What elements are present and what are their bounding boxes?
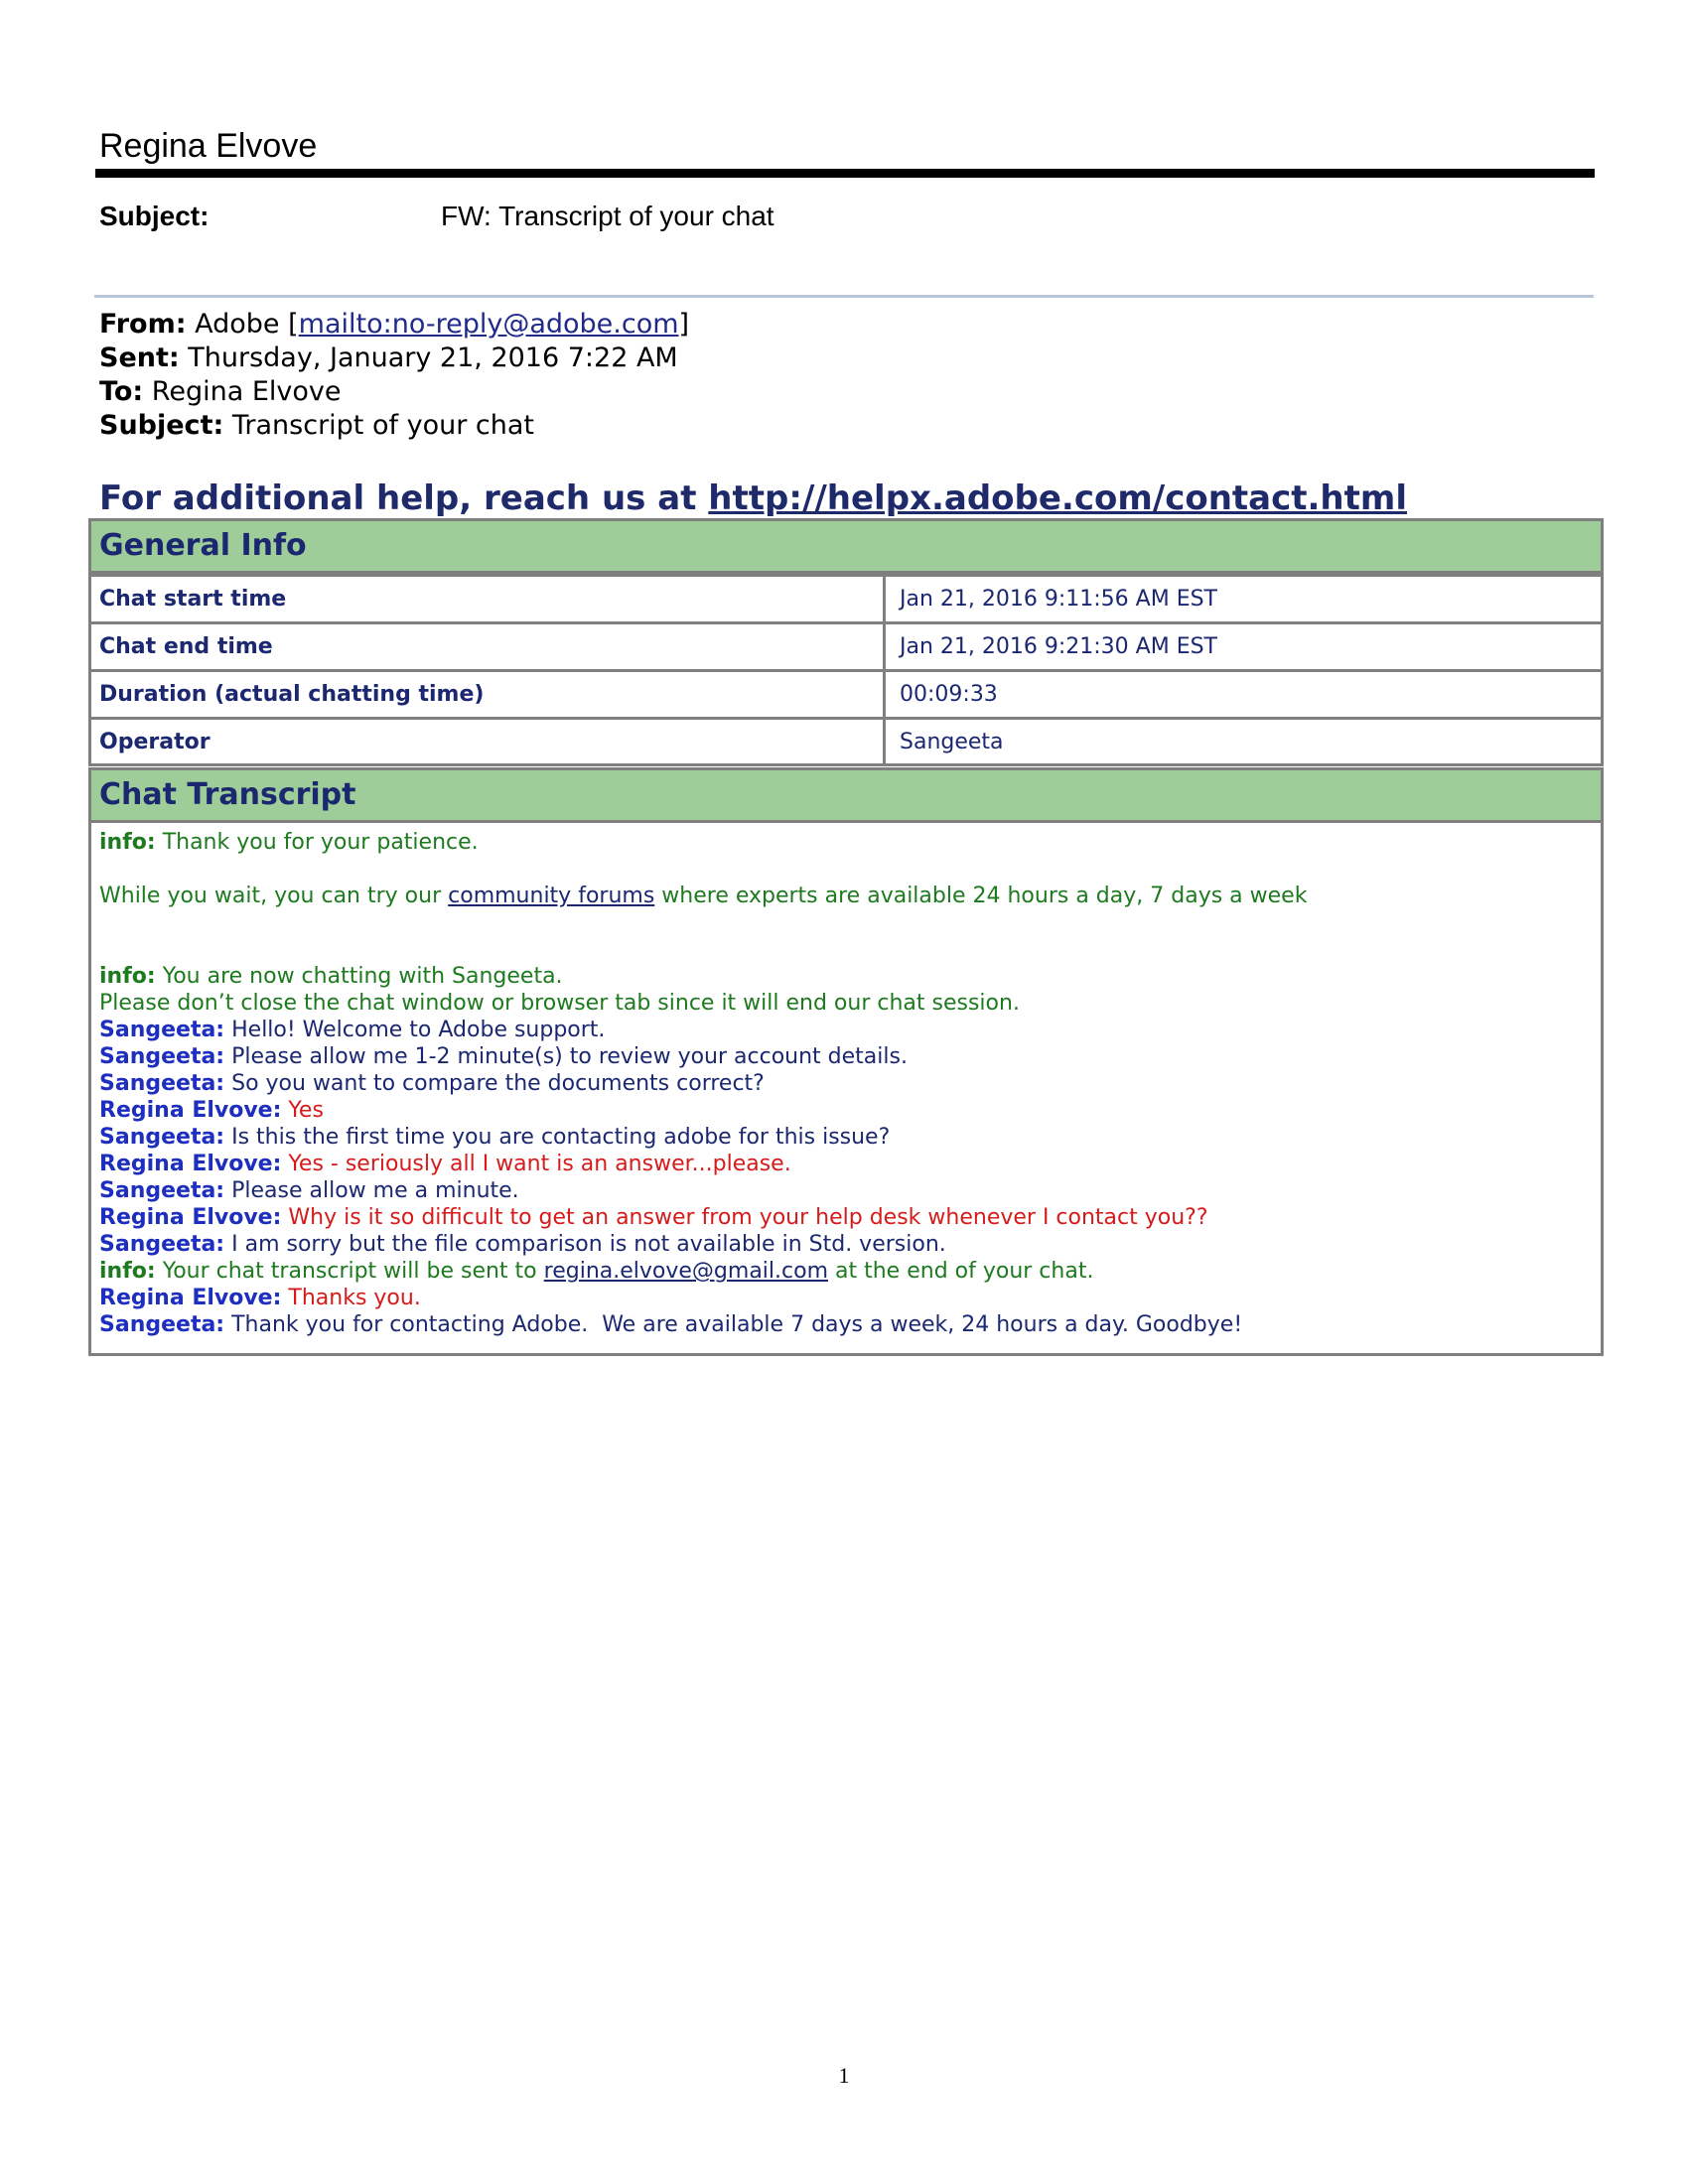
sent-label: Sent: <box>99 342 180 373</box>
chat-message <box>99 1204 1593 1231</box>
from-bracket-open: [ <box>288 309 299 340</box>
chat-message <box>99 1043 1593 1070</box>
info-row-value: Sangeeta <box>900 730 1004 754</box>
chat-message <box>99 1311 1593 1338</box>
chat-message <box>99 1231 1593 1258</box>
chat-message <box>99 990 1593 1017</box>
chat-text: Please allow me a minute. <box>231 1178 519 1203</box>
chat-speaker: Sangeeta: <box>99 1125 225 1150</box>
chat-text: You are now chatting with Sangeeta. <box>162 964 563 989</box>
info-row <box>91 669 1601 717</box>
chat-speaker: info: <box>99 964 156 989</box>
chat-message <box>99 883 1593 909</box>
chat-speaker: Sangeeta: <box>99 1018 225 1042</box>
chat-speaker: Regina Elvove: <box>99 1205 282 1230</box>
chat-message <box>99 1285 1593 1311</box>
sent-line <box>99 341 689 375</box>
chat-message <box>99 1177 1593 1204</box>
to-label: To: <box>99 376 144 407</box>
chat-message <box>99 829 1593 856</box>
info-row-label: Chat start time <box>91 577 886 621</box>
chat-text: While you wait, you can try our <box>99 884 442 908</box>
message-divider <box>94 295 1594 298</box>
chat-transcript-table <box>88 767 1604 1356</box>
info-row-value: Jan 21, 2016 9:11:56 AM EST <box>900 587 1217 612</box>
info-row <box>91 621 1601 669</box>
page-number: 1 <box>838 2063 850 2088</box>
chat-text: Please don’t close the chat window or browser tab since it will end our chat session. <box>99 991 1020 1016</box>
chat-speaker: Regina Elvove: <box>99 1286 282 1310</box>
subject-value: Transcript of your chat <box>231 410 534 441</box>
chat-speaker: Sangeeta: <box>99 1044 225 1069</box>
chat-text: I am sorry but the file comparison is not available in Std. version. <box>231 1232 946 1257</box>
chat-text: Why is it so difficult to get an answer from your help desk whenever I contact you?? <box>288 1205 1208 1230</box>
chat-text: where experts are available 24 hours a day, 7 days a week <box>661 884 1308 908</box>
chat-text: So you want to compare the documents correct? <box>231 1071 765 1096</box>
general-info-title: General Info <box>91 521 1601 574</box>
chat-speaker: Sangeeta: <box>99 1312 225 1337</box>
chat-speaker: Sangeeta: <box>99 1071 225 1096</box>
from-bracket-close: ] <box>678 309 690 340</box>
chat-text: Thank you for your patience. <box>162 830 479 855</box>
chat-text: Your chat transcript will be sent to <box>162 1259 537 1284</box>
print-subject-value: FW: Transcript of your chat <box>441 201 774 231</box>
info-row <box>91 717 1601 764</box>
chat-transcript-body <box>91 823 1601 1338</box>
info-row-label: Duration (actual chatting time) <box>91 672 886 717</box>
chat-message <box>99 1258 1593 1285</box>
chat-text: Thank you for contacting Adobe. We are available 7 days a week, 24 hours a day. Goodbye! <box>231 1312 1243 1337</box>
info-row-value: 00:09:33 <box>900 682 998 707</box>
chat-message <box>99 1017 1593 1043</box>
help-contact-link[interactable]: http://helpx.adobe.com/contact.html <box>708 478 1407 518</box>
mailbox-owner-name: Regina Elvove <box>99 127 318 165</box>
info-row-value: Jan 21, 2016 9:21:30 AM EST <box>900 634 1217 659</box>
community-forums-link[interactable]: community forums <box>448 884 655 908</box>
chat-speaker: Regina Elvove: <box>99 1098 282 1123</box>
to-line <box>99 375 689 409</box>
chat-message <box>99 1124 1593 1151</box>
subject-label: Subject: <box>99 410 224 441</box>
chat-text: Thanks you. <box>288 1286 421 1310</box>
chat-message <box>99 1097 1593 1124</box>
from-name: Adobe <box>195 309 280 340</box>
transcript-email-link[interactable]: regina.elvove@gmail.com <box>543 1259 829 1284</box>
sent-value: Thursday, January 21, 2016 7:22 AM <box>188 342 678 373</box>
chat-text: Hello! Welcome to Adobe support. <box>231 1018 606 1042</box>
chat-speaker: Sangeeta: <box>99 1178 225 1203</box>
help-banner-text: For additional help, reach us at <box>99 478 697 518</box>
to-value: Regina Elvove <box>151 376 342 407</box>
info-row-label: Operator <box>91 720 886 764</box>
general-info-table <box>88 518 1604 766</box>
chat-message <box>99 963 1593 990</box>
chat-text: Yes - seriously all I want is an answer...please. <box>288 1152 791 1176</box>
chat-text: Is this the first time you are contacting adobe for this issue? <box>231 1125 891 1150</box>
chat-speaker: Regina Elvove: <box>99 1152 282 1176</box>
chat-speaker: Sangeeta: <box>99 1232 225 1257</box>
chat-text: Please allow me 1-2 minute(s) to review your account details. <box>231 1044 908 1069</box>
chat-message <box>99 1070 1593 1097</box>
forwarded-header <box>99 308 689 443</box>
chat-message <box>99 1151 1593 1177</box>
chat-transcript-title: Chat Transcript <box>91 770 1601 823</box>
subject-line <box>99 409 689 443</box>
from-line <box>99 308 689 341</box>
header-divider <box>95 169 1595 178</box>
info-row-label: Chat end time <box>91 624 886 669</box>
print-subject-label: Subject: <box>99 201 210 231</box>
help-banner <box>99 478 1407 518</box>
from-mailto-link[interactable]: mailto:no-reply@adobe.com <box>298 309 679 340</box>
chat-text: Yes <box>288 1098 324 1123</box>
from-label: From: <box>99 309 187 340</box>
info-row <box>91 574 1601 621</box>
print-subject-row <box>99 201 1489 232</box>
chat-text: at the end of your chat. <box>835 1259 1094 1284</box>
chat-speaker: info: <box>99 1259 156 1284</box>
chat-speaker: info: <box>99 830 156 855</box>
